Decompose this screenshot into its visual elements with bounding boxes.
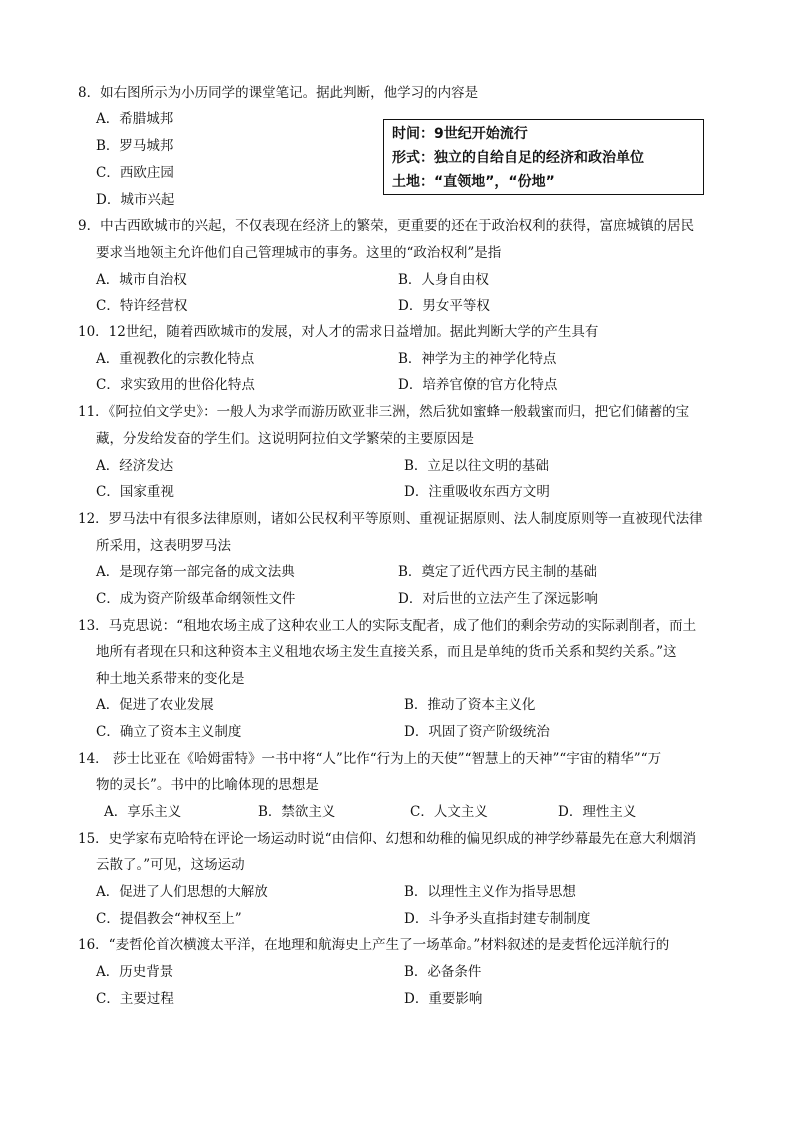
- question-15-stem-line-1: 15．史学家布克哈特在评论一场运动时说“由信仰、幻想和幼稚的偏见织成的神学纱幕最先在意大利烟消: [78, 831, 697, 847]
- question-11-option-d: D．注重吸收东西方文明: [404, 484, 550, 500]
- question-13-stem-line-3: 种土地关系带来的变化是: [96, 671, 245, 687]
- question-10-option-d: D．培养官僚的官方化特点: [398, 377, 558, 393]
- question-12-option-c: C．成为资产阶级革命纲领性文件: [96, 591, 296, 607]
- question-16-option-a: A．历史背景: [96, 964, 174, 980]
- question-13-option-a: A．促进了农业发展: [96, 697, 214, 713]
- question-15-option-b: B．以理性主义作为指导思想: [404, 884, 576, 900]
- question-9-stem-line-2: 要求当地领主允许他们自己管理城市的事务。这里的“政治权利”是指: [96, 245, 502, 261]
- question-12-stem-line-1: 12．罗马法中有很多法律原则，诸如公民权利平等原则、重视证据原则、法人制度原则等一直被现代法律: [78, 511, 703, 527]
- question-11-stem-line-1: 11．《阿拉伯文学史》：一般人为求学而游历欧亚非三洲，然后犹如蜜蜂一般载蜜而归，把它们储蓄的宝: [78, 404, 690, 420]
- question-15-option-a: A．促进了人们思想的大解放: [96, 884, 268, 900]
- question-16-option-c: C．主要过程: [96, 991, 174, 1007]
- note-line-time: 时间：9世纪开始流行: [392, 126, 528, 142]
- class-notes-box: [383, 119, 704, 195]
- question-9-option-c: C．特许经营权: [96, 298, 188, 314]
- question-9-stem-line-1: 9．中古西欧城市的兴起，不仅表现在经济上的繁荣，更重要的还在于政治权利的获得，富庶城镇的居民: [78, 218, 695, 234]
- question-14-option-d: D．理性主义: [558, 804, 637, 820]
- question-13-stem-line-2: 地所有者现在只和这种资本主义租地农场主发生直接关系，而且是单纯的货币关系和契约关系。”这: [96, 644, 677, 660]
- question-14-option-b: B．禁欲主义: [258, 804, 336, 820]
- question-9-option-d: D．男女平等权: [398, 298, 490, 314]
- question-12-option-a: A．是现存第一部完备的成文法典: [96, 564, 295, 580]
- question-13-stem-line-1: 13．马克思说：“租地农场主成了这种农业工人的实际支配者，成了他们的剩余劳动的实际剥削者，而土: [78, 618, 697, 634]
- question-10-option-c: C．求实致用的世俗化特点: [96, 377, 255, 393]
- question-10-option-a: A．重视教化的宗教化特点: [96, 351, 255, 367]
- question-15-option-d: D．斗争矛头直指封建专制制度: [404, 911, 591, 927]
- question-11-option-b: B．立足以往文明的基础: [404, 458, 549, 474]
- question-11-stem-line-2: 藏，分发给发奋的学生们。这说明阿拉伯文学繁荣的主要原因是: [96, 431, 474, 447]
- question-14-option-c: C．人文主义: [410, 804, 488, 820]
- question-13-option-c: C．确立了资本主义制度: [96, 724, 242, 740]
- question-8-option-a: A．希腊城邦: [96, 111, 174, 127]
- question-8-option-c: C．西欧庄园: [96, 165, 174, 181]
- question-11-option-c: C．国家重视: [96, 484, 174, 500]
- question-10-option-b: B．神学为主的神学化特点: [398, 351, 557, 367]
- question-8-option-b: B．罗马城邦: [96, 138, 174, 154]
- question-10-stem: 10．12世纪，随着西欧城市的发展，对人才的需求日益增加。据此判断大学的产生具有: [78, 324, 599, 340]
- question-12-option-d: D．对后世的立法产生了深远影响: [398, 591, 598, 607]
- question-16-option-b: B．必备条件: [404, 964, 482, 980]
- note-line-form: 形式：独立的自给自足的经济和政治单位: [392, 150, 644, 166]
- question-9-option-a: A．城市自治权: [96, 272, 187, 288]
- question-16-option-d: D．重要影响: [404, 991, 483, 1007]
- question-8-option-d: D．城市兴起: [96, 192, 175, 208]
- question-14-stem-line-1: 14． 莎士比亚在《哈姆雷特》一书中将“人”比作“行为上的天使”“智慧上的天神”“宇宙的精华”“万: [78, 751, 662, 767]
- question-12-option-b: B．奠定了近代西方民主制的基础: [398, 564, 597, 580]
- question-9-option-b: B．人身自由权: [398, 272, 489, 288]
- question-13-option-d: D．巩固了资产阶级统治: [404, 724, 550, 740]
- question-15-option-c: C．提倡教会“神权至上”: [96, 911, 242, 927]
- question-14-stem-line-2: 物的灵长”。书中的比喻体现的思想是: [96, 777, 319, 793]
- question-12-stem-line-2: 所采用，这表明罗马法: [96, 538, 231, 554]
- question-8-stem: 8．如右图所示为小历同学的课堂笔记。据此判断，他学习的内容是: [78, 85, 479, 101]
- question-16-stem: 16．“麦哲伦首次横渡太平洋，在地理和航海史上产生了一场革命。”材料叙述的是麦哲伦远洋航行的: [78, 937, 670, 953]
- question-14-option-a: A．享乐主义: [104, 804, 182, 820]
- question-15-stem-line-2: 云散了。”可见，这场运动: [96, 857, 245, 873]
- question-11-option-a: A．经济发达: [96, 458, 174, 474]
- question-13-option-b: B．推动了资本主义化: [404, 697, 536, 713]
- note-line-land: 土地：“直领地”，“份地”: [392, 174, 555, 190]
